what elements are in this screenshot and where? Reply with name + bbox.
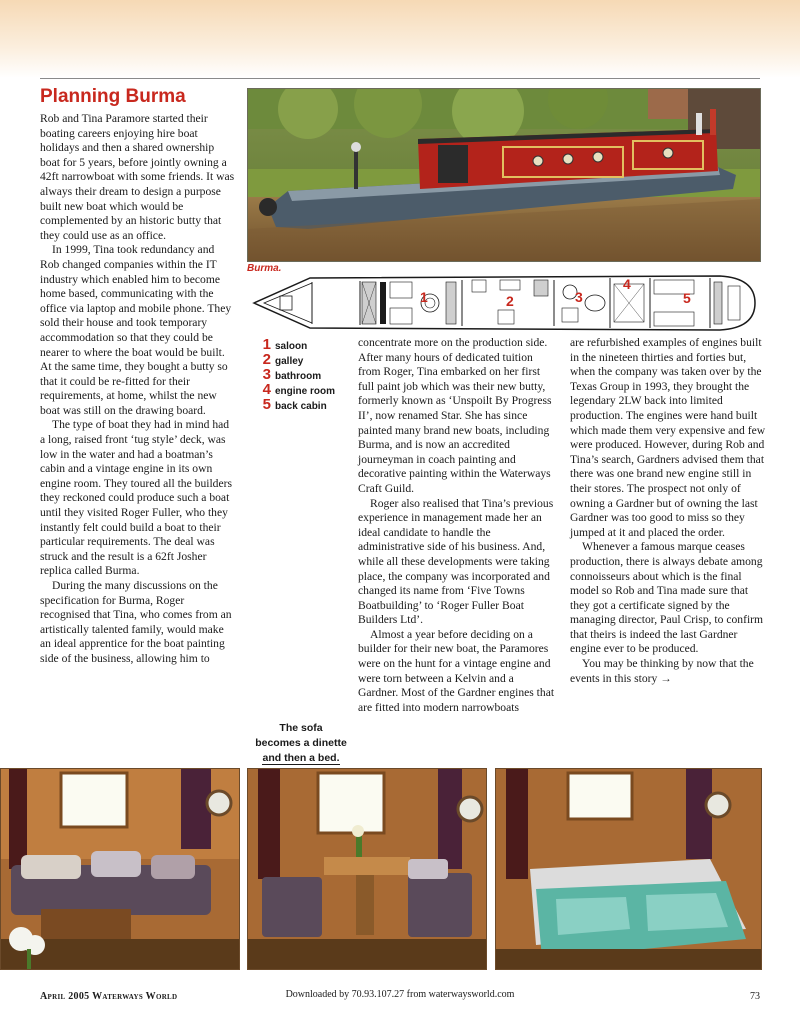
header-rule [40,78,760,79]
legend-label: engine room [275,386,336,397]
plan-legend [253,338,353,413]
legend-item [253,398,353,412]
sofa-caption [247,721,355,766]
legend-item [253,353,353,367]
photo-caption: Burma. [247,263,282,274]
footer-download-note: Downloaded by 70.93.107.27 from waterwaysworld.com [285,989,515,1000]
article-headline: Planning Burma [40,86,186,107]
dinette-photo [247,768,487,970]
legend-number: 3 [262,366,271,383]
paragraph: concentrate more on the production side. After many hours of dedicated tuition from Roger, Tina embarked on her first full paint job which was their new butty, formerly known as ‘Unspoilt By Progress II’, now renamed Star. She has since painted many brand new boats, including Burma, and is now an accredited journeyman in coach painting and decorative painting within the Waterways Craft Guild. [358,336,552,495]
legend-label: bathroom [275,371,322,382]
burma-boat-photo [247,88,761,262]
caption-line: becomes a dinette [255,737,347,749]
plan-number: 1 [420,289,428,305]
article-column-1 [40,112,236,667]
bed-photo [495,768,762,970]
legend-number: 5 [262,396,271,413]
paragraph: are refurbished examples of engines built in the nineteen thirties and forties but, when the company was taken over by the Texas Group in 1993, they brought the legendary 2LW back into limited production. The engines were hand built which made them very expensive and few were produced. However, during Rob and Tina’s search, Gardners advised them that there was one brand new engine still in their stores. The prospect not only of owning a Gardner but of owning the last Gardner was too good to miss so they jumped at it and placed the order. [570,336,766,539]
bed-photo-image [496,769,761,969]
header-band [0,0,800,78]
legend-item [253,368,353,382]
plan-number: 2 [506,293,514,309]
paragraph: Roger also realised that Tina’s previous experience in management made her an ideal candidate to handle the administrative side of his business. And, while all these developments were taking place, the company was incorporated and changed its name from ‘Five Towns Boatbuilding’ to ‘Roger Fuller Boat Builders Ltd’. [358,496,554,627]
legend-number: 2 [262,351,271,368]
plan-number: 4 [623,276,631,292]
boat-plan-drawing [250,272,760,334]
legend-number: 1 [262,336,271,353]
legend-label: galley [275,356,304,367]
legend-label: back cabin [275,401,327,412]
paragraph: The type of boat they had in mind had a long, raised front ‘tug style’ deck, was low in the water and had a boatman’s cabin and a vintage engine in its own engine room. They toured all the builders they reckoned could produce such a boat until they visited Roger Fuller, who they instantly felt could build a boat to their particular requirements. The deal was struck and the result is a 62ft Josher replica called Burma. [40,418,232,578]
caption-line: The sofa [279,722,323,734]
footer-issue: April 2005 Waterways World [40,991,178,1002]
paragraph: Almost a year before deciding on a builder for their new boat, the Paramores were on the hunt for a vintage engine and were torn between a Kelvin and a Gardner. Most of the Gardner engines that are fitted into modern narrowboats [358,627,555,714]
legend-label: saloon [275,341,308,352]
paragraph: You may be thinking by now that the events in this story → [570,657,754,685]
boat-layout-plan [250,272,760,334]
plan-number: 5 [683,290,691,306]
article-column-2 [358,336,556,715]
sofa-photo [0,768,240,970]
dinette-photo-image [248,769,486,969]
boat-photo-image [248,89,760,261]
page-number: 73 [750,991,760,1002]
paragraph: During the many discussions on the specification for Burma, Roger recognised that Tina, who comes from an artistically talented family, would make an ideal apprentice for the boat painting side of the business, allowing him to [40,579,232,665]
paragraph: In 1999, Tina took redundancy and Rob changed companies within the IT industry which enabled him to become home based, communicating with the office via laptop and mobile phone. They sold their house and took temporary accommodation so that they could be nearer to where the boat would be built. At the same time, they bought a butty so that it could be re-fitted for their requirements, at home, whilst the new boat was still on the drawing board. [40,243,232,417]
paragraph: Whenever a famous marque ceases production, there is always debate among connoisseurs about which is the final model so Rob and Tina made sure that they got a certificate signed by the managing director, Paul Crisp, to confirm that theirs is indeed the last Gardner engine ever to be produced. [570,540,764,656]
caption-line: and then a bed. [262,752,340,764]
legend-item [253,338,353,352]
legend-item [253,383,353,397]
sofa-photo-image [1,769,239,969]
article-column-3 [570,336,766,686]
paragraph: Rob and Tina Paramore started their boating careers enjoying hire boat holidays and then a shared ownership boat for 5 years, before jointly owning a 42ft narrowboat with some friends. It was always their dream to design a purpose built new boat which would be complemented by an historic butty that they could use as an office. [40,112,235,242]
plan-number: 3 [575,289,583,305]
legend-number: 4 [262,381,271,398]
